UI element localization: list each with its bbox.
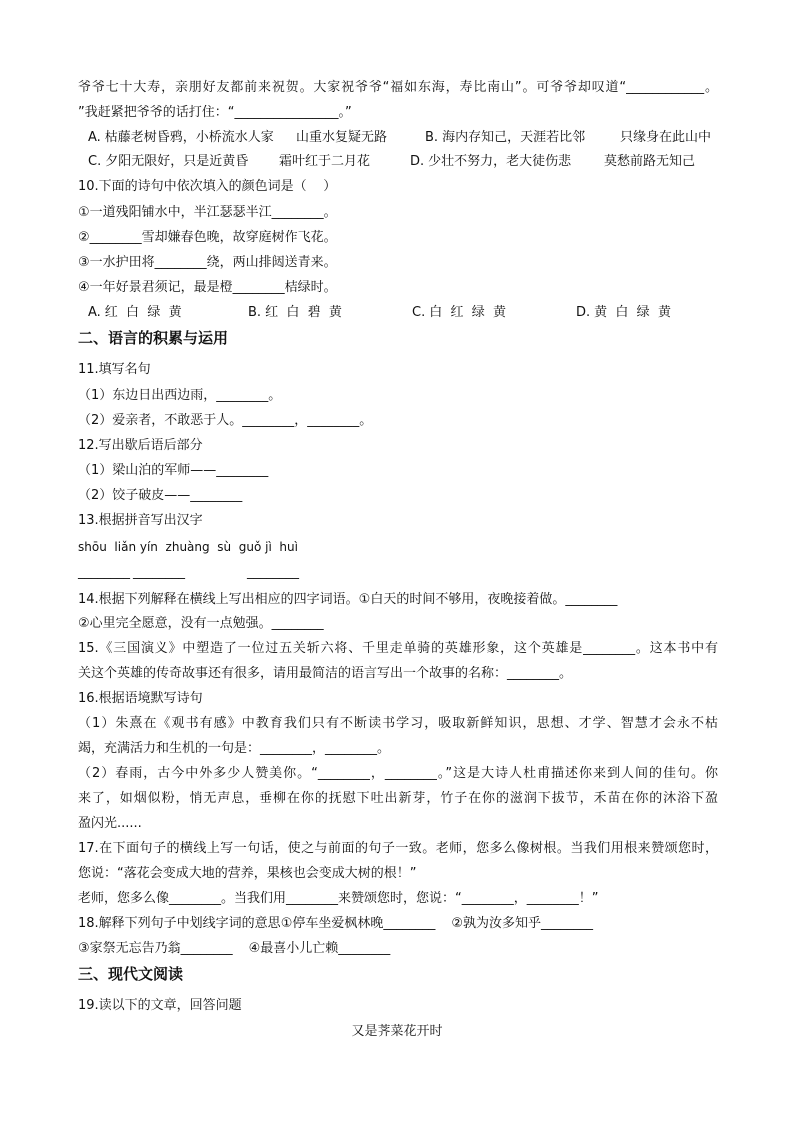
q10-option-a-text: 红 白 绿 黄 — [104, 305, 182, 320]
q14-line-2: ②心里完全愿意，没有一点勉强。________ — [78, 616, 324, 631]
q9-option-c — [88, 152, 248, 172]
q16-line-5: 盈闪光...... — [78, 816, 142, 831]
q9-option-c-label: C. — [88, 154, 102, 169]
q15-line-1: 15.《三国演义》中塑造了一位过五关斩六将、千里走单骑的英雄形象，这个英雄是________。这本书中有 — [78, 641, 718, 656]
q13-blank-3: ________ — [247, 565, 299, 580]
q13-blank-1: ________ — [78, 565, 130, 580]
q11-item-1: （1）东边日出西边雨，________。 — [78, 388, 282, 403]
q17-line-2: 您说：“落花会变成大地的营养，果核也会变成大树的根！” — [78, 866, 417, 881]
q16-line-1: （1）朱熹在《观书有感》中教育我们只有不断读书学习，吸取新鲜知识，思想、才学、智慧才会永不枯 — [78, 716, 718, 731]
q14-line-1: 14.根据下列解释在横线上写出相应的四字词语。①白天的时间不够用，夜晚接着做。________ — [78, 592, 618, 607]
q9-option-b-second: 只缘身在此山中 — [620, 130, 712, 145]
q10-option-c-label: C. — [412, 305, 426, 320]
q11-stem: 11.填写名句 — [78, 362, 151, 377]
q9-option-c-second: 霜叶红于二月花 — [279, 154, 371, 169]
q15-line-2: 关这个英雄的传奇故事还有很多，请用最简洁的语言写出一个故事的名称：________。 — [78, 666, 573, 681]
q13-blank-2: ________ — [133, 565, 185, 580]
q9-option-d-label: D. — [410, 154, 425, 169]
q9-stem-line-1: 爷爷七十大寿，亲朋好友都前来祝贺。大家祝爷爷“福如东海，寿比南山”。可爷爷却叹道“____________。 — [78, 80, 718, 95]
q9-option-d-second: 莫愁前路无知己 — [604, 154, 696, 169]
q10-option-a — [88, 303, 182, 323]
q9-option-a — [88, 128, 274, 148]
q10-stem: 10.下面的诗句中依次填入的颜色词是（ ） — [78, 179, 337, 194]
q10-line-1: ①一道残阳铺水中，半江瑟瑟半江________。 — [78, 205, 337, 220]
q13-stem: 13.根据拼音写出汉字 — [78, 513, 203, 528]
q18-line-2 — [78, 939, 390, 959]
q10-option-a-label: A. — [88, 305, 101, 320]
section-3-heading: 三、现代文阅读 — [78, 965, 184, 983]
q18-line-1 — [78, 914, 593, 934]
section-2-heading: 二、语言的积累与运用 — [78, 329, 229, 347]
q18-item-4: ④最喜小儿亡赖________ — [248, 941, 391, 956]
q17-line-3: 老师，您多么像________。当我们用________来赞颂您时，您说：“________，________！” — [78, 891, 599, 906]
q9-option-c-first: 夕阳无限好，只是近黄昏 — [105, 154, 249, 169]
q18-item-2: ②孰为汝多知乎________ — [451, 916, 593, 931]
q10-option-d-label: D. — [576, 305, 591, 320]
q10-line-3: ③一水护田将________绕，两山排闼送青来。 — [78, 255, 337, 270]
q18-item-1: ①停车坐爱枫林晚________ — [280, 916, 436, 931]
q18-item-3: ③家祭无忘告乃翁________ — [78, 941, 233, 956]
article-title: 又是荠菜花开时 — [351, 1024, 443, 1039]
q10-option-d-text: 黄 白 绿 黄 — [594, 305, 671, 320]
q9-option-a-label: A. — [88, 130, 101, 145]
q12-item-1: （1）梁山泊的军师——________ — [78, 463, 269, 478]
q16-stem: 16.根据语境默写诗句 — [78, 691, 203, 706]
q10-line-4: ④一年好景君须记，最是橙________桔绿时。 — [78, 280, 337, 295]
q16-line-3: （2）春雨，古今中外多少人赞美你。“________，________。”这是大诗人杜甫描述你来到人间的佳句。你 — [78, 766, 718, 781]
q9-option-b-label: B. — [425, 130, 439, 145]
q19-stem: 19.读以下的文章，回答问题 — [78, 998, 242, 1013]
q16-line-4: 来了，如烟似粉，悄无声息，垂柳在你的抚慰下吐出新芽，竹子在你的滋润下拔节，禾苗在你的沐浴下盈 — [78, 791, 718, 806]
q9-stem-line-2: ”我赶紧把爷爷的话打住：“________________。” — [78, 105, 352, 120]
q10-option-c-text: 白 红 绿 黄 — [429, 305, 507, 320]
q10-option-b — [248, 303, 342, 323]
q10-option-c — [412, 303, 506, 323]
q12-stem: 12.写出歇后语后部分 — [78, 438, 203, 453]
q18-stem: 18.解释下列句子中划线字词的意思 — [78, 916, 281, 931]
q17-line-1: 17.在下面句子的横线上写一句话，使之与前面的句子一致。老师，您多么像树根。当我们用根来赞颂您时， — [78, 841, 718, 856]
q9-option-d — [410, 152, 571, 172]
q10-line-2: ②________雪却嫌春色晚，故穿庭树作飞花。 — [78, 230, 337, 245]
q11-item-2: （2）爱亲者，不敢恶于人。________，________。 — [78, 413, 373, 428]
q9-option-a-second: 山重水复疑无路 — [296, 130, 388, 145]
q9-option-a-first: 枯藤老树昏鸦，小桥流水人家 — [104, 130, 274, 145]
q10-option-d — [576, 303, 671, 323]
q13-pinyin: shōu liǎn yín zhuàng sù guǒ jì huì — [78, 540, 298, 554]
q9-option-b — [425, 128, 585, 148]
q10-option-b-label: B. — [248, 305, 262, 320]
q9-option-d-first: 少壮不努力，老大徒伤悲 — [428, 154, 572, 169]
q12-item-2: （2）饺子破皮——________ — [78, 488, 243, 503]
q16-line-2: 竭，充满活力和生机的一句是：________，________。 — [78, 741, 391, 756]
q10-option-b-text: 红 白 碧 黄 — [265, 305, 342, 320]
q9-option-b-first: 海内存知己，天涯若比邻 — [442, 130, 586, 145]
